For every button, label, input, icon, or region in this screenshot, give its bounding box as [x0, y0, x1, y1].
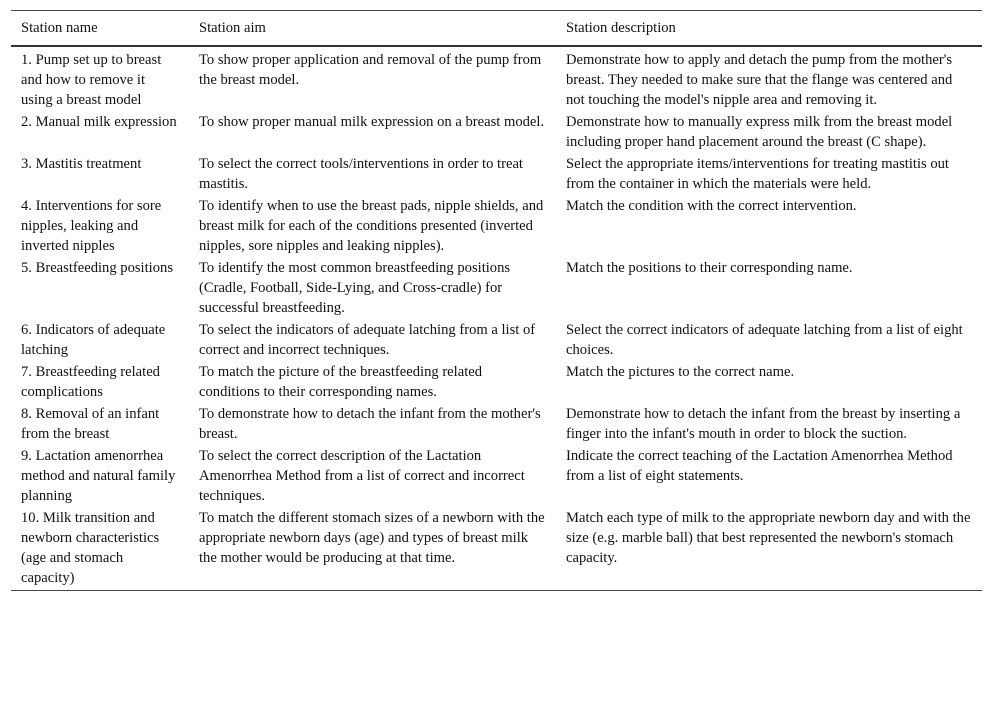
station-name-cell: 8. Removal of an infant from the breast: [21, 406, 160, 442]
station-aim-cell: To match the picture of the breastfeeding related conditions to their corresponding names.: [199, 364, 483, 400]
station-name-cell: 10. Milk transition and newborn characteristics (age and stomach capacity): [11, 508, 189, 591]
station-description-cell: Match the condition with the correct intervention.: [566, 198, 857, 214]
stations-table: [11, 10, 982, 591]
table-row: [11, 196, 982, 258]
station-aim-cell: To select the correct description of the Lactation Amenorrhea Method from a list of correct and incorrect techniques.: [199, 448, 525, 504]
station-name-cell: 9. Lactation amenorrhea method and natural family planning: [21, 448, 176, 504]
table-row: [11, 446, 982, 508]
table-row: [11, 362, 982, 404]
station-description-cell: Match the pictures to the correct name.: [566, 364, 795, 380]
station-aim-cell: To select the indicators of adequate latching from a list of correct and incorrect techniques.: [199, 322, 536, 358]
station-description-cell: Select the appropriate items/interventions for treating mastitis out from the container in which the materials were held.: [566, 156, 949, 192]
table-body: [11, 46, 982, 591]
table-row: [11, 258, 982, 320]
header-row: [11, 11, 982, 47]
station-aim-cell: To match the different stomach sizes of a newborn with the appropriate newborn days (age) and types of breast milk the mother would be producing at that time.: [189, 508, 556, 591]
table-header: [11, 11, 982, 47]
table-container: [11, 10, 982, 591]
station-aim-cell: To identify when to use the breast pads, nipple shields, and breast milk for each of the conditions presented (inverted nipples, sore nipples and leaking nipples).: [199, 198, 544, 254]
header-station-aim: Station aim: [189, 11, 556, 47]
station-aim-cell: To show proper manual milk expression on a breast model.: [199, 114, 545, 130]
station-aim-cell: To demonstrate how to detach the infant from the mother's breast.: [199, 406, 541, 442]
table-row: [11, 320, 982, 362]
station-name-cell: 4. Interventions for sore nipples, leaking and inverted nipples: [21, 198, 162, 254]
station-name-cell: 3. Mastitis treatment: [21, 156, 142, 172]
header-station-description: Station description: [556, 11, 982, 47]
station-description-cell: Demonstrate how to apply and detach the pump from the mother's breast. They needed to make sure that the flange was centered and not touching the model's nipple area and removing it.: [566, 52, 953, 108]
table-row: [11, 404, 982, 446]
station-description-cell: Match the positions to their corresponding name.: [566, 260, 853, 276]
station-description-cell: Demonstrate how to manually express milk from the breast model including proper hand placement around the breast (C shape).: [566, 114, 953, 150]
station-description-cell: Match each type of milk to the appropriate newborn day and with the size (e.g. marble ball) that best represented the newborn's stomach capacity.: [556, 508, 982, 591]
station-aim-cell: To identify the most common breastfeeding positions (Cradle, Football, Side-Lying, and Cross-cradle) for successful breastfeeding.: [199, 260, 511, 316]
table-row: [11, 508, 982, 591]
station-name-cell: 6. Indicators of adequate latching: [21, 322, 166, 358]
station-name-cell: 5. Breastfeeding positions: [21, 260, 173, 276]
station-description-cell: Select the correct indicators of adequate latching from a list of eight choices.: [566, 322, 963, 358]
header-station-name: Station name: [11, 11, 189, 47]
station-aim-cell: To show proper application and removal of the pump from the breast model.: [199, 52, 542, 88]
station-name-cell: 1. Pump set up to breast and how to remove it using a breast model: [21, 52, 162, 108]
table-row: [11, 112, 982, 154]
station-description-cell: Indicate the correct teaching of the Lactation Amenorrhea Method from a list of eight statements.: [566, 448, 953, 484]
station-name-cell: 7. Breastfeeding related complications: [21, 364, 160, 400]
station-description-cell: Demonstrate how to detach the infant from the breast by inserting a finger into the infant's mouth in order to block the suction.: [566, 406, 961, 442]
station-name-cell: 2. Manual milk expression: [21, 114, 177, 130]
station-aim-cell: To select the correct tools/interventions in order to treat mastitis.: [199, 156, 523, 192]
table-row: [11, 46, 982, 112]
table-row: [11, 154, 982, 196]
